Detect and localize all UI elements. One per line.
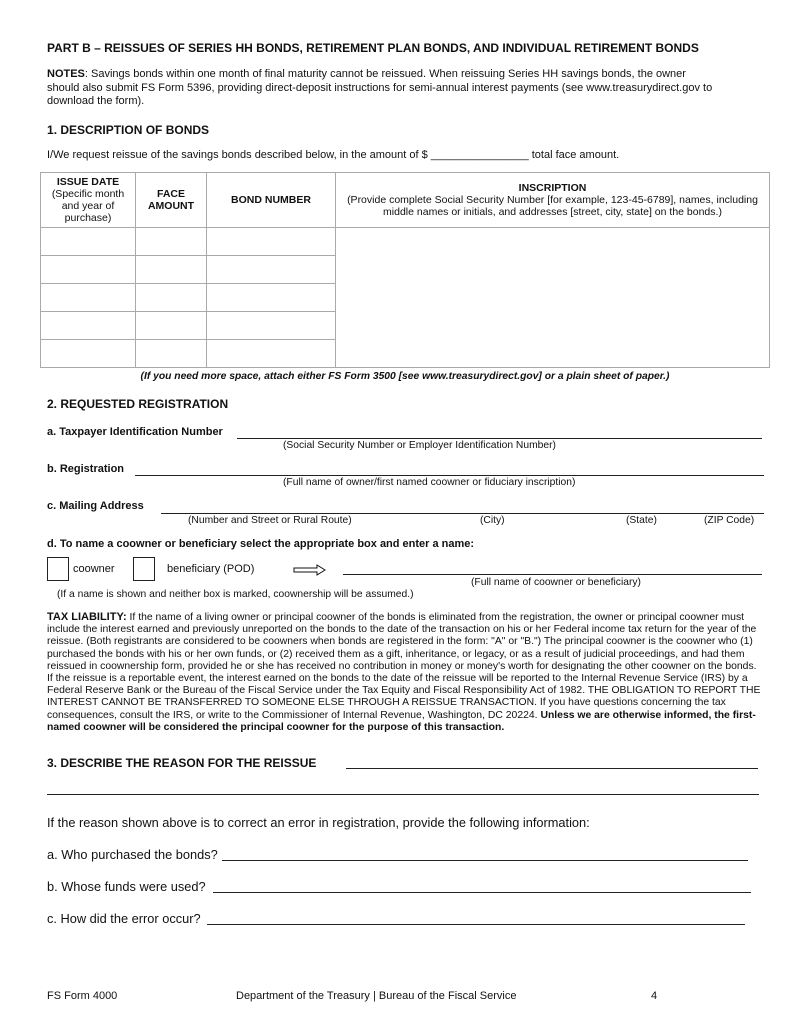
bond-number-cell[interactable] bbox=[207, 312, 336, 340]
tax-liability-paragraph: TAX LIABILITY: If the name of a living owner or principal coowner of the bonds is eliminated from the registration, the owner or principal coowner must include the interest earned and previously unreported on the bonds to the date of the transaction on his or her Federal income tax return for the year of the reissue. (Both registrants are considered to be coowners when bonds are registered in the form: "A" or "B.") The principal coowner is the coowner who (1) purchased the bonds with his or her own funds, or (2) received them as a gift, inheritance, or legacy, or as a result of judicial proceedings, and had them reissued in coownership form, provided he or she has received no contribution in money or money's worth for designating the other coowner on the bonds. If the reissue is a reportable event, the interest earned on the bonds to the date of the reissue will be reported to the Internal Revenue Service (IRS) by a Federal Reserve Bank or the Bureau of the Fiscal Service under the Tax Equity and Fiscal Responsibility Act of 1982. THE OBLIGATION TO REPORT THE INTEREST CANNOT BE TRANSFERRED TO SOMEONE ELSE THROUGH A REISSUE TRANSACTION. If you have questions concerning the tax consequences, consult the IRS, or write to the Commissioner of Internal Revenue, Washington, DC 20224. Unless we are otherwise informed, the first-named coowner will be considered the principal coowner for the purpose of this transaction. bbox=[47, 611, 761, 733]
coowner-label: coowner bbox=[73, 563, 115, 575]
face-amount-cell[interactable] bbox=[136, 284, 207, 312]
bond-number-cell[interactable] bbox=[207, 228, 336, 256]
arrow-right-icon bbox=[293, 564, 327, 576]
section3-title: 3. DESCRIBE THE REASON FOR THE REISSUE bbox=[47, 756, 317, 770]
registration-label: b. Registration bbox=[47, 463, 125, 475]
coowner-instruction: d. To name a coowner or beneficiary select the appropriate box and enter a name: bbox=[47, 538, 475, 550]
issue-date-cell[interactable] bbox=[41, 312, 136, 340]
error-occur-label: c. How did the error occur? bbox=[47, 911, 201, 926]
coowner-name-hint: (Full name of coowner or beneficiary) bbox=[471, 577, 641, 588]
face-amount-cell[interactable] bbox=[136, 256, 207, 284]
notes bbox=[47, 68, 712, 109]
error-occur-field[interactable] bbox=[207, 924, 745, 925]
bond-number-cell[interactable] bbox=[207, 284, 336, 312]
registration-field[interactable] bbox=[135, 475, 764, 476]
inscription-cell[interactable] bbox=[336, 228, 770, 368]
tin-label: a. Taxpayer Identification Number bbox=[47, 426, 223, 438]
error-intro: If the reason shown above is to correct an error in registration, provide the following information: bbox=[47, 815, 590, 830]
col-bond-number: BOND NUMBER bbox=[207, 173, 336, 228]
state-hint: (State) bbox=[626, 515, 657, 526]
section2-title: 2. REQUESTED REGISTRATION bbox=[47, 397, 229, 411]
tin-hint: (Social Security Number or Employer Identification Number) bbox=[283, 440, 556, 451]
who-purchased-label: a. Who purchased the bonds? bbox=[47, 847, 218, 862]
whose-funds-field[interactable] bbox=[213, 892, 751, 893]
footer-page-number: 4 bbox=[651, 990, 658, 1002]
mailing-address-field[interactable] bbox=[161, 513, 764, 514]
bond-number-cell[interactable] bbox=[207, 256, 336, 284]
col-inscription: INSCRIPTION (Provide complete Social Security Number [for example, 123-45-6789], names, including middle names or initials, and addresses [street, city, state] on the bonds.) bbox=[336, 173, 770, 228]
city-hint: (City) bbox=[480, 515, 505, 526]
face-amount-cell[interactable] bbox=[136, 312, 207, 340]
mailing-address-label: c. Mailing Address bbox=[47, 500, 144, 512]
issue-date-cell[interactable] bbox=[41, 228, 136, 256]
notes-line: should also submit FS Form 5396, providing direct-deposit instructions for semi-annual interest payments (see www.treasurydirect.gov to bbox=[47, 81, 713, 94]
tin-field[interactable] bbox=[237, 438, 762, 439]
bonds-table bbox=[40, 172, 770, 368]
issue-date-cell[interactable] bbox=[41, 340, 136, 368]
issue-date-cell[interactable] bbox=[41, 256, 136, 284]
beneficiary-label: beneficiary (POD) bbox=[167, 563, 255, 575]
col-face-amount: FACE AMOUNT bbox=[136, 173, 207, 228]
reason-field[interactable] bbox=[346, 768, 758, 769]
whose-funds-label: b. Whose funds were used? bbox=[47, 879, 206, 894]
notes-label: NOTES bbox=[47, 68, 85, 80]
part-title: PART B – REISSUES OF SERIES HH BONDS, RETIREMENT PLAN BONDS, AND INDIVIDUAL RETIREMENT BONDS bbox=[47, 41, 699, 55]
face-amount-cell[interactable] bbox=[136, 228, 207, 256]
beneficiary-checkbox[interactable] bbox=[133, 557, 155, 581]
registration-hint: (Full name of owner/first named coowner or fiduciary inscription) bbox=[283, 477, 576, 488]
coowner-checkbox[interactable] bbox=[47, 557, 69, 581]
col-issue-date: ISSUE DATE (Specific month and year of purchase) bbox=[41, 173, 136, 228]
issue-date-cell[interactable] bbox=[41, 284, 136, 312]
section1-title: 1. DESCRIPTION OF BONDS bbox=[47, 123, 210, 137]
coownership-note: (If a name is shown and neither box is marked, coownership will be assumed.) bbox=[57, 589, 414, 600]
face-amount-cell[interactable] bbox=[136, 340, 207, 368]
coowner-name-field[interactable] bbox=[343, 574, 762, 575]
footer-form-number: FS Form 4000 bbox=[47, 990, 118, 1002]
zip-hint: (ZIP Code) bbox=[704, 515, 755, 526]
bond-number-cell[interactable] bbox=[207, 340, 336, 368]
table-footnote: (If you need more space, attach either FS Form 3500 [see www.treasurydirect.gov] or a plain sheet of paper.) bbox=[140, 371, 670, 382]
footer-department: Department of the Treasury | Bureau of the Fiscal Service bbox=[236, 990, 517, 1002]
street-hint: (Number and Street or Rural Route) bbox=[188, 515, 352, 526]
notes-line: download the form). bbox=[47, 95, 145, 107]
reason-field-line2[interactable] bbox=[47, 794, 759, 795]
request-line: I/We request reissue of the savings bonds described below, in the amount of $ ________________ total face amount. bbox=[47, 149, 620, 161]
notes-line: : Savings bonds within one month of final maturity cannot be reissued. When reissuing Series HH savings bonds, the owner bbox=[84, 68, 686, 80]
who-purchased-field[interactable] bbox=[222, 860, 748, 861]
